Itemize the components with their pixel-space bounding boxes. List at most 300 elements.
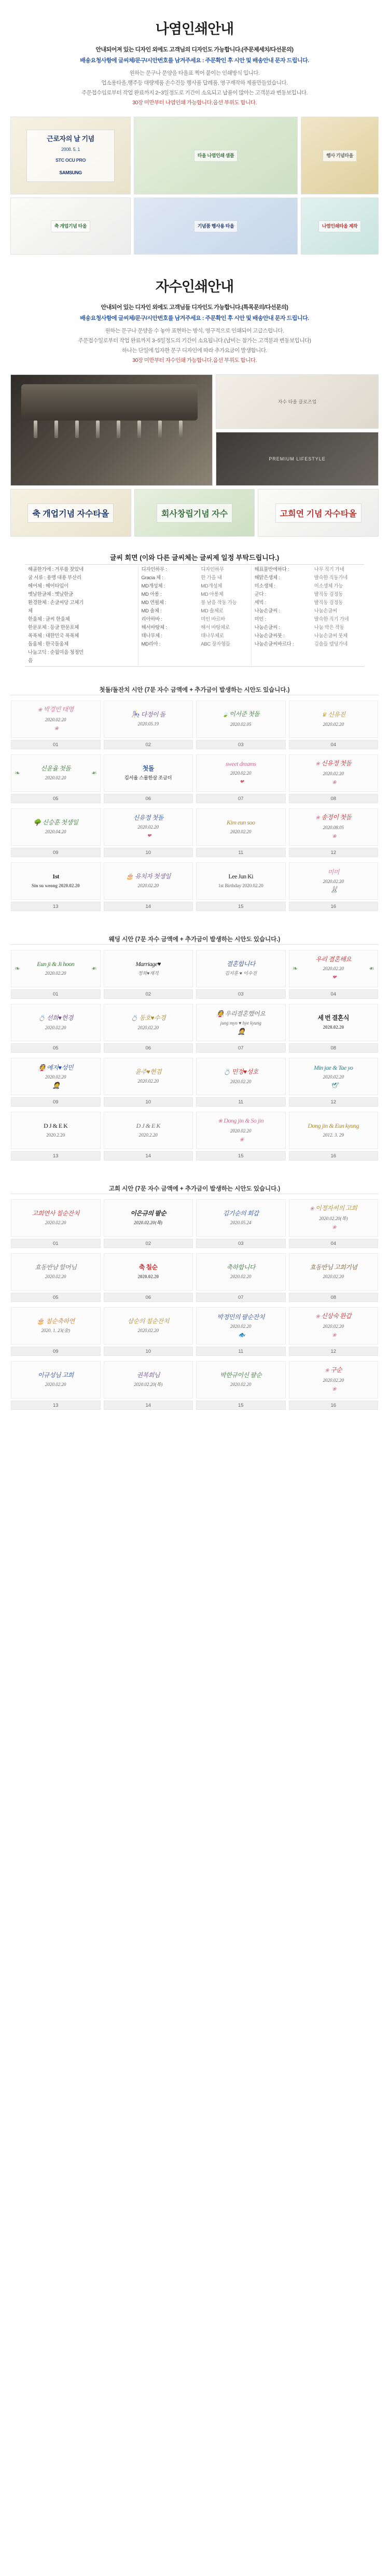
sample-cell[interactable] bbox=[287, 1058, 380, 1112]
sample-date: 정희♥재직 bbox=[137, 971, 159, 976]
sample-text: 신상숙 환갑 bbox=[321, 1312, 352, 1320]
sample-number: 16 bbox=[289, 1151, 379, 1160]
sample-cell[interactable] bbox=[287, 1307, 380, 1361]
sample-cell[interactable] bbox=[102, 1112, 195, 1166]
embroidery-photo-row-1 bbox=[10, 374, 379, 486]
print-photo-row-1 bbox=[10, 117, 379, 194]
sample-date: 2020.02.20 bbox=[230, 1323, 252, 1329]
sample-date: 2020.04.20 bbox=[45, 829, 66, 834]
sample-number: 15 bbox=[196, 902, 286, 911]
sample-text: 다정이 돌 bbox=[141, 711, 165, 718]
print-photo-blue bbox=[134, 198, 298, 255]
font-item-label: 한문포체 : 등글 한문포체 bbox=[28, 625, 79, 631]
print-photo-row-2 bbox=[10, 198, 379, 255]
sample-text: 칠순축하연 bbox=[46, 1318, 75, 1325]
print-photo-mint-caption: 나염인쇄타올 제작 bbox=[318, 220, 361, 232]
sample-cell[interactable] bbox=[287, 701, 380, 754]
font-item-sample: 딸직동 검정동 bbox=[314, 600, 343, 606]
sample-cell[interactable] bbox=[9, 950, 102, 1004]
sample-text: 세 번 결혼식 bbox=[317, 1014, 349, 1021]
sample-date: 2020.02.20 bbox=[230, 1382, 252, 1387]
sample-text: 1st bbox=[52, 873, 59, 880]
font-item-label: 해서바탕체 : bbox=[141, 625, 167, 631]
print-section-title: 나염인쇄안내 bbox=[155, 21, 234, 37]
font-item-label: 나눔손글씨붓 : bbox=[254, 633, 285, 639]
sample-number: 03 bbox=[196, 989, 286, 999]
wedding-section-title: 웨딩 시안 (7문 자수 금액에 + 추가금이 발생하는 시안도 있습니다.) bbox=[108, 936, 281, 943]
sample-cell[interactable] bbox=[102, 1307, 195, 1361]
sample-number: 11 bbox=[196, 848, 286, 857]
font-item-sample: 디자인하무 bbox=[201, 567, 224, 572]
sample-text: Dong jin & Eun kyung bbox=[308, 1122, 359, 1129]
sample-cell[interactable] bbox=[195, 1112, 287, 1166]
font-item-sample: MD 솔체로 bbox=[201, 608, 224, 614]
sample-cell[interactable] bbox=[195, 754, 287, 808]
sample-date: 2020. 1. 23(金) bbox=[41, 1328, 70, 1333]
sample-date: 2020.02.20 bbox=[230, 1079, 252, 1084]
emb-intro-line-2: 배송요청사항에 글씨체/문구/시안번호를 남겨주세요 : 주문확인 후 시안 및 배송안내 문자 드립니다. bbox=[80, 315, 309, 321]
sample-date: 2020.02.20 bbox=[137, 1328, 159, 1333]
font-item-sample: MD 아롱체 bbox=[201, 592, 224, 597]
sample-date: 2020.02.20(목) bbox=[134, 1382, 163, 1387]
sample-text: 윤주♥현겸 bbox=[135, 1068, 162, 1075]
sample-date: 2020.2.20 bbox=[46, 1132, 65, 1138]
print-photo-gallery bbox=[0, 108, 389, 255]
print-photo-main-sub: 2008. 5. 1 bbox=[61, 146, 80, 152]
font-item-sample: 한 가을 내 bbox=[201, 575, 222, 581]
sample-date: 2020.02.20 bbox=[137, 1274, 159, 1279]
sample-cell[interactable] bbox=[287, 1004, 380, 1058]
print-intro-line-1: 안내되어져 있는 디자인 외에도 고객님의 디자인도 가능합니다.(주문제세치/다선문의) bbox=[95, 47, 294, 53]
sample-date: 2020.08.05 bbox=[323, 825, 344, 830]
sample-text: 효동반님 고희기념 bbox=[310, 1264, 357, 1271]
font-item-label: 디자인하무 : bbox=[141, 567, 167, 572]
sample-number: 10 bbox=[104, 848, 193, 857]
sample-number: 05 bbox=[11, 1293, 101, 1302]
sample-text: 효동반남 할머님 bbox=[35, 1264, 77, 1271]
sample-text: 이정자씨의 고희 bbox=[315, 1205, 357, 1212]
sample-number: 08 bbox=[289, 1043, 379, 1053]
sample-date: 2020.02.20 bbox=[323, 721, 344, 727]
sample-date: 2020.05.19 bbox=[137, 721, 159, 726]
sample-cell[interactable] bbox=[287, 950, 380, 1004]
sample-date: 2020.02.20 bbox=[45, 775, 66, 780]
sample-date: 2020.02.20 bbox=[137, 1079, 159, 1084]
font-item-label: 나눔손글씨바르다 : bbox=[254, 641, 294, 647]
sample-cell[interactable] bbox=[195, 1361, 287, 1415]
print-intro-line-5: 주문접수임로부터 작업 완료까지 2~3일정도로 기간이 소요되고 납품이 많아는 고객분과 변동보입니다. bbox=[81, 90, 308, 96]
sample-number: 16 bbox=[289, 902, 379, 911]
sample-date: 김서율 스물한살 조금더 bbox=[124, 775, 172, 780]
font-item-sample: 태나무체로 bbox=[201, 633, 224, 639]
sample-text: 이은규의 팔순 bbox=[130, 1210, 166, 1217]
sample-cell[interactable] bbox=[102, 1361, 195, 1415]
font-item-label: MD 솔체 : bbox=[141, 608, 162, 614]
print-photo-main-brand: STC OCU PRO bbox=[55, 157, 86, 163]
font-item-sample: ABC 장자형들 bbox=[201, 641, 230, 647]
sample-cell[interactable] bbox=[9, 1361, 102, 1415]
font-item-label: 굴 서류 : 용맹 대용 부산리 bbox=[28, 575, 81, 581]
emb-intro-line-6: 30장 미만부터 자수인쇄 가능합니다.옵션 부위도 합니다. bbox=[132, 357, 257, 363]
sample-number: 03 bbox=[196, 740, 286, 749]
sample-date: 2020.02.20 bbox=[137, 883, 159, 888]
sample-number: 11 bbox=[196, 1347, 286, 1356]
font-table-title: 글씨 회면 (이와 다른 글씨체는 글씨제 일정 부탁드립니다.) bbox=[109, 554, 280, 562]
sample-cell[interactable] bbox=[287, 1199, 380, 1253]
font-item-label: MD개성체 : bbox=[141, 583, 165, 589]
sample-cell[interactable] bbox=[102, 808, 195, 862]
sample-text: 이서준 첫돌 bbox=[229, 710, 260, 718]
graduation-section-title: 고희 시안 (7문 자수 금액에 + 추가금이 발생하는 시안도 있습니다.) bbox=[108, 1186, 281, 1192]
print-photo-main-caption: 근로자의 날 기념 bbox=[47, 134, 94, 143]
embroidery-machine-photo bbox=[10, 374, 213, 486]
sample-text: D J & E K bbox=[136, 1122, 160, 1129]
embroidery-dark-photo bbox=[216, 432, 379, 486]
sample-number: 05 bbox=[11, 1043, 101, 1053]
sample-date: 2020.02.20 bbox=[323, 1274, 344, 1279]
sample-cell[interactable] bbox=[287, 754, 380, 808]
sample-text: 박경빈 태명 bbox=[43, 706, 74, 713]
sample-cell[interactable] bbox=[9, 862, 102, 916]
print-photo-towels bbox=[134, 117, 298, 194]
embroidery-sample-1 bbox=[10, 489, 131, 537]
sample-number: 02 bbox=[104, 989, 193, 999]
sample-cell[interactable] bbox=[9, 1058, 102, 1112]
font-item-label: Gracia 체 : bbox=[141, 575, 163, 581]
sample-text: 결혼합니다 bbox=[226, 960, 255, 968]
font-item-label: 돌움체 : 한국돌움체 bbox=[28, 641, 69, 647]
embroidery-sample-2-caption: 회사창립기념 자수 bbox=[157, 503, 232, 523]
font-column-2 bbox=[138, 565, 251, 667]
font-item-label: 나눔고딕 : 순월미음 청정민음 bbox=[28, 650, 84, 664]
print-photo-stack bbox=[10, 198, 131, 255]
sample-text: 미미 bbox=[327, 869, 339, 876]
sample-date: 2020.02.20 bbox=[323, 966, 344, 971]
sample-number: 12 bbox=[289, 848, 379, 857]
embroidery-section-title: 자수인쇄안내 bbox=[155, 279, 234, 295]
sample-number: 01 bbox=[11, 989, 101, 999]
sample-number: 10 bbox=[104, 1347, 193, 1356]
sample-date: 2020.02.20 bbox=[230, 1128, 252, 1133]
sample-number: 03 bbox=[196, 1239, 286, 1248]
sample-text: 우리결혼했어요 bbox=[225, 1010, 266, 1017]
print-intro-line-2: 배송요청사항에 글씨체/문구/시안번호를 남겨주세요 : 주문확인 후 시안 및 배송안내 문자 드립니다. bbox=[80, 58, 309, 64]
sample-date: 2020.02.20 bbox=[323, 1025, 344, 1030]
font-item-sample: 딸숙한 직기 가네 bbox=[314, 617, 349, 622]
sample-date: 2012. 3. 29 bbox=[323, 1132, 344, 1138]
sample-cell[interactable] bbox=[9, 808, 102, 862]
font-item-label: 미인 : bbox=[254, 617, 266, 622]
font-item-label: MD 아롱 : bbox=[141, 592, 162, 597]
font-item-sample: 미인 바르바 bbox=[201, 617, 226, 622]
font-item-sample: 딸직동 검정동 bbox=[314, 592, 343, 597]
emb-intro-line-1: 안내되어 있는 디자인 외에도 고객님들 디자인도 가능합니다.(특목문의/다선문의) bbox=[101, 304, 288, 311]
sample-text: 신승훈 첫생일 bbox=[42, 819, 78, 826]
sample-cell[interactable] bbox=[102, 950, 195, 1004]
font-column-1 bbox=[25, 565, 138, 667]
sample-text: 김기순의 회갑 bbox=[223, 1210, 259, 1217]
font-item-label: 해표물반에하다 : bbox=[254, 567, 289, 572]
sample-number: 06 bbox=[104, 1043, 193, 1053]
sample-cell[interactable] bbox=[195, 1058, 287, 1112]
font-table bbox=[25, 564, 364, 667]
sample-number: 04 bbox=[289, 740, 379, 749]
sample-number: 08 bbox=[289, 1293, 379, 1302]
sample-number: 07 bbox=[196, 1043, 286, 1053]
font-item-label: 군다 : bbox=[254, 592, 266, 597]
sample-cell[interactable] bbox=[287, 808, 380, 862]
font-item-label: 한울체 : 글씨 한울체 bbox=[28, 617, 70, 622]
font-item-sample: MD개성체 bbox=[201, 583, 223, 589]
font-item-label: 해맑은생체 : bbox=[254, 575, 280, 581]
embroidery-intro bbox=[0, 303, 389, 365]
sample-text: Lee Jun Ki bbox=[228, 873, 254, 880]
sample-cell[interactable] bbox=[287, 1361, 380, 1415]
sample-text: 신유정 첫돌 bbox=[321, 760, 352, 767]
sample-number: 09 bbox=[11, 1347, 101, 1356]
sample-number: 14 bbox=[104, 1401, 193, 1410]
sample-number: 02 bbox=[104, 1239, 193, 1248]
sample-cell[interactable] bbox=[195, 1199, 287, 1253]
sample-cell[interactable] bbox=[195, 1253, 287, 1307]
sample-text: 예지♥성민 bbox=[46, 1064, 73, 1071]
print-photo-green-towel bbox=[301, 117, 379, 194]
font-item-label: MD리아 : bbox=[141, 641, 161, 647]
sample-cell[interactable] bbox=[102, 1199, 195, 1253]
sample-cell[interactable] bbox=[195, 1307, 287, 1361]
font-item-sample: 김솔들 델딩가네 bbox=[314, 641, 348, 647]
sample-number: 07 bbox=[196, 794, 286, 803]
print-intro-line-6: 30장 미만부터 나염인쇄 가능합니다.옵션 부위도 합니다. bbox=[132, 100, 257, 106]
print-intro bbox=[0, 45, 389, 107]
font-item-sample: 나눔 박은 작동 bbox=[314, 625, 344, 631]
print-photo-towels-caption: 타올 나염인쇄 샘플 bbox=[194, 150, 238, 162]
sample-date: 2020.02.20 bbox=[323, 1378, 344, 1383]
sample-text: 신유진 bbox=[328, 710, 345, 718]
sample-number: 04 bbox=[289, 1239, 379, 1248]
sample-date: 2020.02.20 bbox=[45, 1382, 66, 1387]
sample-text: D J & E K bbox=[44, 1122, 68, 1129]
embroidery-dark-caption: PREMIUM LIFESTYLE bbox=[269, 456, 326, 461]
sample-text: 삼순의 칠순잔치 bbox=[127, 1318, 169, 1325]
print-intro-line-4: 업소용타올,행주등 대량제품 손수건등 행사품 답례품, 영구재작하 제품만들었습니다. bbox=[101, 80, 288, 86]
sample-cell[interactable] bbox=[9, 1307, 102, 1361]
sample-text: sweet dreams bbox=[225, 760, 256, 767]
sample-text: 신유정 첫돌 bbox=[133, 814, 163, 821]
sample-text: 축하합니다 bbox=[226, 1264, 255, 1271]
sample-number: 06 bbox=[104, 1293, 193, 1302]
baby-section-title: 첫돌/돌잔치 시안 (7문 자수 금액에 + 추가금이 발생하는 시안도 있습니다.) bbox=[99, 687, 290, 693]
sample-number: 06 bbox=[104, 794, 193, 803]
print-photo-mint bbox=[301, 198, 379, 255]
embroidery-machine-head-icon bbox=[21, 384, 198, 421]
font-item-label: 해골한가에 : 겨루를 찾았네 bbox=[28, 567, 84, 572]
font-item-label: 헤어체 : 헤어타입이 bbox=[28, 583, 69, 589]
font-item-sample: 나눔손글씨 붓체 bbox=[314, 633, 348, 639]
emb-intro-line-3: 원하는 문구나 문양을 수 놓아 표현하는 방식, 영구적으로 인쇄되어 고급스럽니다. bbox=[105, 328, 284, 334]
font-item-sample: 나무 직기 가네 bbox=[314, 567, 344, 572]
sample-number: 04 bbox=[289, 989, 379, 999]
font-item-sample: 해서 바탕체로 bbox=[201, 625, 230, 631]
sample-date: 2020.02.05 bbox=[230, 722, 252, 727]
sample-number: 10 bbox=[104, 1097, 193, 1107]
sample-text: Marriage♥ bbox=[135, 960, 161, 968]
sample-text: 신윤율 첫돌 bbox=[40, 765, 71, 772]
sample-date: jung myn ♥ hye kyung bbox=[220, 1020, 261, 1026]
sample-text: 유치자 첫생일 bbox=[134, 873, 171, 880]
sample-date: 2020.2.20 bbox=[138, 1132, 158, 1138]
sample-date: 2020.02.20 bbox=[137, 1025, 159, 1030]
sample-text: 동호♥수경 bbox=[139, 1014, 166, 1021]
sample-cell[interactable] bbox=[195, 808, 287, 862]
font-item-label: 옛날한글체 : 옛날한글 bbox=[28, 592, 73, 597]
sample-text: 권복희님 bbox=[136, 1371, 160, 1379]
font-column-3 bbox=[251, 565, 364, 667]
print-photo-main bbox=[10, 117, 131, 194]
sample-date: 2020.02.20 bbox=[230, 1274, 252, 1279]
embroidery-closeup-caption: 자수 타올 클로즈업 bbox=[277, 399, 317, 404]
embroidery-closeup-photo bbox=[216, 374, 379, 429]
sample-date: 2020.02.20 bbox=[230, 771, 252, 776]
sample-cell[interactable] bbox=[9, 1112, 102, 1166]
sample-cell[interactable] bbox=[195, 862, 287, 916]
embroidery-sample-3-caption: 고희연 기념 자수타올 bbox=[275, 503, 362, 523]
sample-number: 13 bbox=[11, 1151, 101, 1160]
sample-text: 고희연사 칠순잔치 bbox=[32, 1210, 79, 1217]
emb-intro-line-5: 하나는 단일에 입자한 문구 디자인에 따라 추가요금이 발생합니다. bbox=[122, 347, 267, 354]
embroidery-sample-1-caption: 축 개업기념 자수타올 bbox=[27, 503, 114, 523]
sample-date: 2020.02.20 bbox=[323, 771, 344, 776]
font-item-label: MD 연필체 : bbox=[141, 600, 166, 606]
sample-date: 2020.02.20 bbox=[323, 1324, 344, 1329]
sample-date: 2020.02.20 bbox=[323, 1074, 344, 1080]
font-item-label: 나눔손글씨 : bbox=[254, 625, 280, 631]
sample-cell[interactable] bbox=[9, 1004, 102, 1058]
sample-date: Sin su weong 2020.02.20 bbox=[31, 883, 80, 888]
sample-number: 01 bbox=[11, 1239, 101, 1248]
sample-text: 민정♥성호 bbox=[231, 1068, 258, 1075]
font-item-label: 환경한체 : 손글씨당 고체기체 bbox=[28, 600, 84, 614]
print-photo-main-logo: SAMSUNG bbox=[59, 170, 82, 175]
sample-cell[interactable] bbox=[287, 1253, 380, 1307]
sample-number: 12 bbox=[289, 1347, 379, 1356]
sample-date: 2020.02.20(목) bbox=[134, 1220, 163, 1225]
baby-sample-grid bbox=[0, 695, 389, 916]
sample-date: 2020.02.20 bbox=[45, 1274, 66, 1279]
sample-cell[interactable] bbox=[9, 1199, 102, 1253]
font-item-sample: 딸숙한 직동가네 bbox=[314, 575, 348, 581]
sample-number: 09 bbox=[11, 848, 101, 857]
sample-text: 송정이 첫돌 bbox=[321, 814, 352, 821]
sample-text: 선희♥현경 bbox=[46, 1014, 73, 1021]
sample-number: 11 bbox=[196, 1097, 286, 1107]
font-item-label: 리아하바 : bbox=[141, 617, 162, 622]
font-item-label: 나눔손글씨 : bbox=[254, 608, 280, 614]
sample-cell[interactable] bbox=[9, 1253, 102, 1307]
emb-intro-line-4: 주문접수일로부터 작업 완료까지 3~5일정도의 기간이 소요됩니다.(납비는 참가는 고객분과 변동보입니다) bbox=[78, 338, 311, 344]
sample-text: 첫돌 bbox=[142, 765, 154, 772]
sample-cell[interactable] bbox=[195, 1004, 287, 1058]
sample-number: 15 bbox=[196, 1151, 286, 1160]
font-item-sample: 미소생체 가능 bbox=[314, 583, 343, 589]
wedding-sample-grid bbox=[0, 945, 389, 1166]
sample-number: 14 bbox=[104, 902, 193, 911]
embroidery-photo-col bbox=[216, 374, 379, 486]
sample-text: 이규성님 고희 bbox=[37, 1371, 74, 1379]
sample-cell[interactable] bbox=[102, 1004, 195, 1058]
sample-text: 박정민의 팔순잔치 bbox=[217, 1313, 265, 1321]
sample-date: 2020.02.20 bbox=[45, 1025, 66, 1030]
print-intro-line-3: 원하는 문구나 문양을 타올표 찍어 붙이는 인쇄방식 입니다. bbox=[129, 70, 260, 76]
sample-number: 07 bbox=[196, 1293, 286, 1302]
sample-cell[interactable] bbox=[9, 701, 102, 754]
print-photo-blue-caption: 기념품 행사용 타올 bbox=[194, 220, 238, 232]
sample-text: Min jae & Tae yo bbox=[313, 1063, 353, 1071]
sample-number: 13 bbox=[11, 902, 101, 911]
sample-text: 축 칠순 bbox=[138, 1264, 158, 1271]
sample-number: 14 bbox=[104, 1151, 193, 1160]
embroidery-sample-2 bbox=[134, 489, 255, 537]
sample-date: 1st Birthday 2020.02.20 bbox=[218, 883, 263, 888]
embroidery-photo-gallery bbox=[0, 366, 389, 537]
print-photo-green-towel-caption: 행사 기념타올 bbox=[323, 150, 357, 162]
sample-number: 16 bbox=[289, 1401, 379, 1410]
sample-text: Kim eun soo bbox=[227, 819, 255, 826]
sample-cell[interactable] bbox=[102, 701, 195, 754]
sample-number: 05 bbox=[11, 794, 101, 803]
sample-number: 13 bbox=[11, 1401, 101, 1410]
sample-number: 12 bbox=[289, 1097, 379, 1107]
sample-cell[interactable] bbox=[9, 754, 102, 808]
sample-cell[interactable] bbox=[195, 950, 287, 1004]
print-photo-stack-caption: 축 개업기념 타올 bbox=[51, 220, 90, 232]
font-item-sample: 나눔손글씨 bbox=[314, 608, 337, 614]
sample-date: 2020.02.20 bbox=[323, 879, 344, 884]
sample-number: 01 bbox=[11, 740, 101, 749]
sample-cell[interactable] bbox=[287, 862, 380, 916]
sample-date: 2020.02.20 bbox=[45, 1220, 66, 1225]
sample-text: 박한규이신 팔순 bbox=[220, 1371, 262, 1379]
sample-cell[interactable] bbox=[102, 1253, 195, 1307]
embroidery-sample-3 bbox=[258, 489, 379, 537]
font-item-label: 세빅 : bbox=[254, 600, 266, 606]
sample-number: 02 bbox=[104, 740, 193, 749]
sample-cell[interactable] bbox=[102, 862, 195, 916]
sample-text: Eun ji & Ji hoon bbox=[37, 960, 75, 968]
sample-cell[interactable] bbox=[102, 754, 195, 808]
sample-number: 08 bbox=[289, 794, 379, 803]
sample-cell[interactable] bbox=[287, 1112, 380, 1166]
sample-cell[interactable] bbox=[195, 701, 287, 754]
sample-date: 2020.02.20(목) bbox=[319, 1216, 348, 1221]
sample-date: 2020.02.20 bbox=[45, 717, 66, 722]
sample-date: 2020.02.20 bbox=[45, 971, 66, 976]
font-item-label: 폭폭체 : 대한민국 폭폭체 bbox=[28, 633, 79, 639]
sample-text: Dong jin & So jin bbox=[224, 1117, 264, 1124]
sample-date: 2020.02.20 bbox=[137, 824, 159, 830]
sample-date: 2020.02.20 bbox=[230, 829, 252, 834]
graduation-sample-grid bbox=[0, 1194, 389, 1415]
sample-text: 구순 bbox=[330, 1366, 342, 1374]
font-item-label: 태나무체 : bbox=[141, 633, 162, 639]
sample-date: 김지훈 ♥ 이수진 bbox=[225, 971, 257, 976]
sample-text: 우리 결혼해요 bbox=[315, 956, 352, 963]
embroidery-photo-row-2 bbox=[10, 489, 379, 537]
font-table-wrap bbox=[0, 564, 389, 667]
font-item-sample: 봉 남음 작동 가능 bbox=[201, 600, 237, 606]
sample-cell[interactable] bbox=[102, 1058, 195, 1112]
sample-number: 09 bbox=[11, 1097, 101, 1107]
